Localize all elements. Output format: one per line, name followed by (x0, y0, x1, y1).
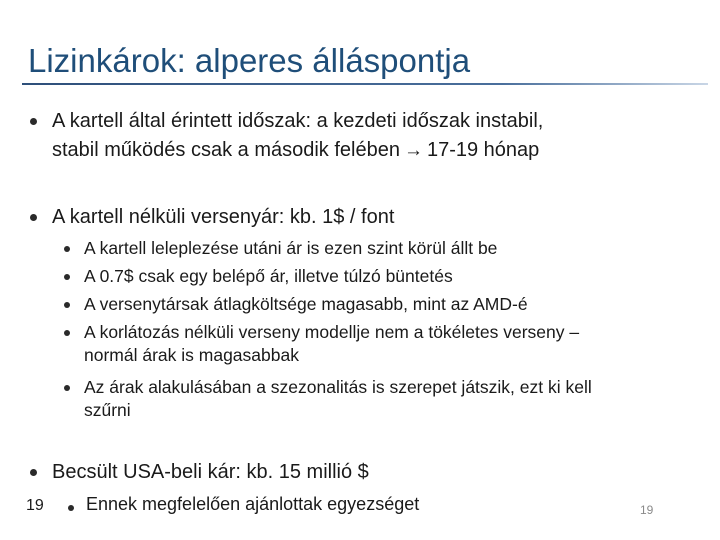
sub-bullet-2: A 0.7$ csak egy belépő ár, illetve túlzó büntetés (84, 266, 453, 286)
bullet-2-text: A kartell nélküli versenyár: kb. 1$ / font (52, 206, 395, 228)
bullet-icon (30, 118, 37, 125)
slide-title: Lizinkárok: alperes álláspontja (28, 42, 471, 79)
bullet-4-text: Ennek megfelelően ajánlottak egyezséget (86, 494, 420, 514)
bullet-1-line-1: A kartell által érintett időszak: a kezdeti időszak instabil, (52, 110, 544, 132)
sub-bullet-icon (64, 302, 70, 308)
title-underline (22, 83, 708, 85)
sub-bullet-4-line-2: normál árak is magasabbak (84, 345, 299, 365)
footer-page-number: 19 (26, 497, 44, 514)
sub-bullet-icon (68, 505, 74, 511)
right-arrow-icon: → (403, 140, 423, 161)
bullet-1-text: stabil működés csak a második felében (52, 139, 400, 161)
bullet-3-text: Becsült USA-beli kár: kb. 15 millió $ (52, 461, 369, 483)
slide-number: 19 (640, 503, 654, 517)
bullet-icon (30, 469, 37, 476)
bullet-1-duration: 17-19 hónap (426, 139, 540, 161)
sub-bullet-5-line-1: Az árak alakulásában a szezonalitás is szerepet játszik, ezt ki kell (84, 377, 592, 397)
sub-bullet-icon (64, 385, 70, 391)
sub-bullet-3: A versenytársak átlagköltsége magasabb, mint az AMD-é (84, 294, 528, 314)
sub-bullet-1: A kartell leleplezése utáni ár is ezen szint körül állt be (84, 238, 498, 258)
bullet-icon (30, 214, 37, 221)
sub-bullet-icon (64, 246, 70, 252)
bullet-1-line-2 (52, 138, 539, 163)
sub-bullet-4-line-1: A korlátozás nélküli verseny modellje nem a tökéletes verseny – (84, 322, 580, 342)
sub-bullet-5-line-2: szűrni (84, 400, 131, 420)
sub-bullet-icon (64, 274, 70, 280)
sub-bullet-icon (64, 330, 70, 336)
